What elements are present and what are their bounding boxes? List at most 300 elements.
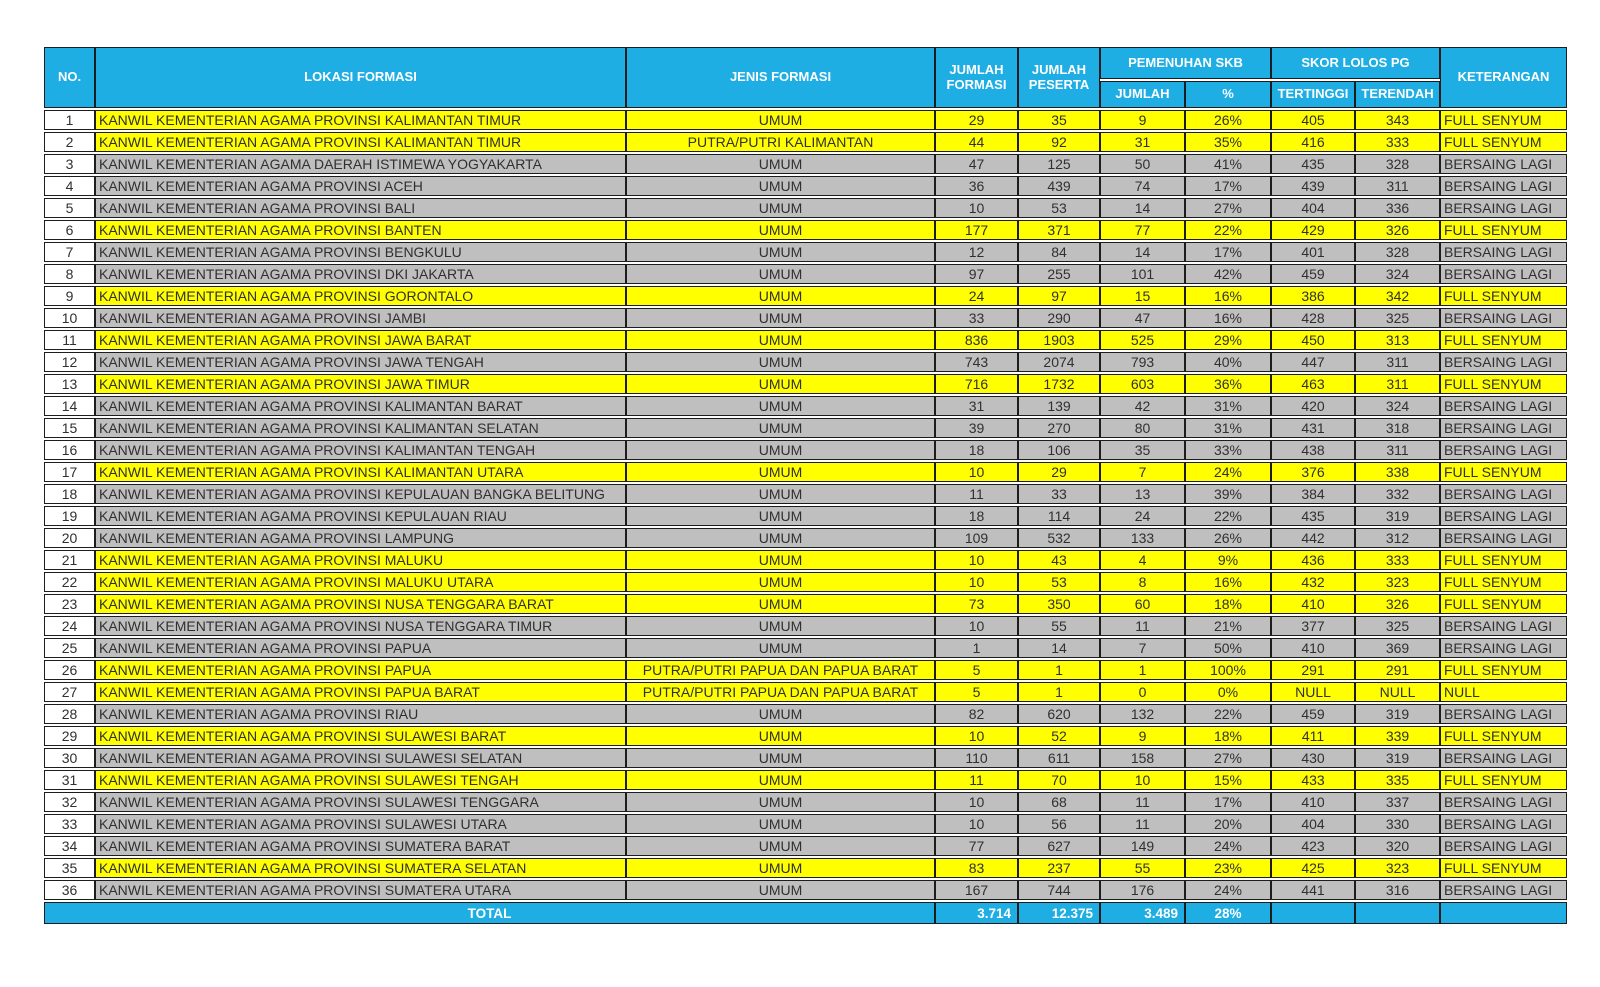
cell-skb-persen: 20% bbox=[1185, 814, 1271, 834]
cell-terendah: 313 bbox=[1355, 330, 1440, 350]
table-row bbox=[44, 836, 1567, 856]
cell-keterangan: BERSAING LAGI bbox=[1440, 154, 1567, 174]
cell-jumlah-formasi: 47 bbox=[935, 154, 1018, 174]
table-row bbox=[44, 374, 1567, 394]
cell-tertinggi: 410 bbox=[1271, 638, 1355, 658]
cell-jumlah-formasi: 109 bbox=[935, 528, 1018, 548]
cell-terendah: 324 bbox=[1355, 264, 1440, 284]
cell-skb-jumlah: 74 bbox=[1100, 176, 1185, 196]
cell-keterangan: FULL SENYUM bbox=[1440, 462, 1567, 482]
cell-no: 28 bbox=[44, 704, 95, 724]
cell-jenis-formasi: UMUM bbox=[626, 374, 935, 394]
table-row bbox=[44, 814, 1567, 834]
cell-no: 8 bbox=[44, 264, 95, 284]
cell-skb-jumlah: 9 bbox=[1100, 110, 1185, 130]
table-row bbox=[44, 198, 1567, 218]
cell-terendah: 338 bbox=[1355, 462, 1440, 482]
formasi-table bbox=[44, 45, 1567, 926]
cell-tertinggi: 459 bbox=[1271, 704, 1355, 724]
cell-keterangan: BERSAING LAGI bbox=[1440, 528, 1567, 548]
cell-tertinggi: 384 bbox=[1271, 484, 1355, 504]
cell-terendah: 328 bbox=[1355, 242, 1440, 262]
cell-skb-persen: 21% bbox=[1185, 616, 1271, 636]
cell-skb-persen: 16% bbox=[1185, 572, 1271, 592]
cell-skb-persen: 41% bbox=[1185, 154, 1271, 174]
cell-jumlah-formasi: 716 bbox=[935, 374, 1018, 394]
cell-terendah: 339 bbox=[1355, 726, 1440, 746]
formasi-table-wrap bbox=[44, 45, 1567, 926]
cell-keterangan: BERSAING LAGI bbox=[1440, 396, 1567, 416]
cell-lokasi-formasi: KANWIL KEMENTERIAN AGAMA PROVINSI KALIMANTAN UTARA bbox=[95, 462, 626, 482]
cell-tertinggi: 441 bbox=[1271, 880, 1355, 900]
cell-terendah: 324 bbox=[1355, 396, 1440, 416]
cell-keterangan: FULL SENYUM bbox=[1440, 286, 1567, 306]
cell-skb-persen: 0% bbox=[1185, 682, 1271, 702]
cell-jenis-formasi: UMUM bbox=[626, 836, 935, 856]
cell-jenis-formasi: UMUM bbox=[626, 792, 935, 812]
table-row bbox=[44, 594, 1567, 614]
cell-jumlah-peserta: 627 bbox=[1018, 836, 1100, 856]
cell-jumlah-peserta: 97 bbox=[1018, 286, 1100, 306]
cell-no: 9 bbox=[44, 286, 95, 306]
cell-skb-persen: 27% bbox=[1185, 748, 1271, 768]
cell-no: 11 bbox=[44, 330, 95, 350]
cell-skb-jumlah: 14 bbox=[1100, 198, 1185, 218]
col-header-skb-jumlah: JUMLAH bbox=[1100, 81, 1185, 108]
cell-keterangan: BERSAING LAGI bbox=[1440, 484, 1567, 504]
cell-jenis-formasi: UMUM bbox=[626, 418, 935, 438]
cell-jumlah-peserta: 1 bbox=[1018, 660, 1100, 680]
cell-jumlah-formasi: 36 bbox=[935, 176, 1018, 196]
cell-no: 3 bbox=[44, 154, 95, 174]
cell-no: 1 bbox=[44, 110, 95, 130]
cell-jumlah-formasi: 10 bbox=[935, 616, 1018, 636]
cell-lokasi-formasi: KANWIL KEMENTERIAN AGAMA PROVINSI BENGKULU bbox=[95, 242, 626, 262]
cell-jumlah-peserta: 84 bbox=[1018, 242, 1100, 262]
table-row bbox=[44, 396, 1567, 416]
cell-jumlah-formasi: 10 bbox=[935, 726, 1018, 746]
cell-lokasi-formasi: KANWIL KEMENTERIAN AGAMA PROVINSI MALUKU bbox=[95, 550, 626, 570]
col-header-jumlah-peserta: JUMLAH PESERTA bbox=[1018, 47, 1100, 108]
cell-skb-persen: 17% bbox=[1185, 792, 1271, 812]
cell-lokasi-formasi: KANWIL KEMENTERIAN AGAMA PROVINSI KALIMANTAN TIMUR bbox=[95, 132, 626, 152]
col-header-terendah: TERENDAH bbox=[1355, 81, 1440, 108]
cell-lokasi-formasi: KANWIL KEMENTERIAN AGAMA PROVINSI SULAWESI TENGAH bbox=[95, 770, 626, 790]
cell-jenis-formasi: UMUM bbox=[626, 726, 935, 746]
cell-no: 35 bbox=[44, 858, 95, 878]
cell-jumlah-formasi: 18 bbox=[935, 440, 1018, 460]
cell-terendah: 323 bbox=[1355, 572, 1440, 592]
cell-jumlah-peserta: 35 bbox=[1018, 110, 1100, 130]
cell-jumlah-peserta: 29 bbox=[1018, 462, 1100, 482]
cell-jenis-formasi: UMUM bbox=[626, 330, 935, 350]
table-row bbox=[44, 132, 1567, 152]
cell-terendah: 319 bbox=[1355, 748, 1440, 768]
cell-jumlah-formasi: 11 bbox=[935, 770, 1018, 790]
cell-skb-jumlah: 176 bbox=[1100, 880, 1185, 900]
cell-lokasi-formasi: KANWIL KEMENTERIAN AGAMA PROVINSI KALIMANTAN TENGAH bbox=[95, 440, 626, 460]
table-header bbox=[44, 47, 1567, 108]
cell-jumlah-peserta: 1732 bbox=[1018, 374, 1100, 394]
cell-no: 23 bbox=[44, 594, 95, 614]
cell-lokasi-formasi: KANWIL KEMENTERIAN AGAMA PROVINSI SULAWESI TENGGARA bbox=[95, 792, 626, 812]
col-header-lokasi-formasi: LOKASI FORMASI bbox=[95, 47, 626, 108]
cell-terendah: 337 bbox=[1355, 792, 1440, 812]
cell-skb-jumlah: 7 bbox=[1100, 638, 1185, 658]
cell-skb-persen: 17% bbox=[1185, 242, 1271, 262]
cell-tertinggi: 386 bbox=[1271, 286, 1355, 306]
cell-jumlah-formasi: 10 bbox=[935, 462, 1018, 482]
cell-lokasi-formasi: KANWIL KEMENTERIAN AGAMA PROVINSI BALI bbox=[95, 198, 626, 218]
cell-no: 25 bbox=[44, 638, 95, 658]
cell-skb-persen: 26% bbox=[1185, 528, 1271, 548]
cell-no: 5 bbox=[44, 198, 95, 218]
cell-tertinggi: 447 bbox=[1271, 352, 1355, 372]
cell-skb-persen: 9% bbox=[1185, 550, 1271, 570]
table-row bbox=[44, 638, 1567, 658]
table-row bbox=[44, 220, 1567, 240]
cell-keterangan: BERSAING LAGI bbox=[1440, 836, 1567, 856]
cell-tertinggi: 429 bbox=[1271, 220, 1355, 240]
cell-jumlah-peserta: 620 bbox=[1018, 704, 1100, 724]
cell-keterangan: BERSAING LAGI bbox=[1440, 242, 1567, 262]
cell-no: 36 bbox=[44, 880, 95, 900]
cell-keterangan: NULL bbox=[1440, 682, 1567, 702]
cell-skb-persen: 29% bbox=[1185, 330, 1271, 350]
cell-keterangan: FULL SENYUM bbox=[1440, 220, 1567, 240]
cell-tertinggi: 410 bbox=[1271, 594, 1355, 614]
cell-jenis-formasi: PUTRA/PUTRI PAPUA DAN PAPUA BARAT bbox=[626, 682, 935, 702]
table-row bbox=[44, 880, 1567, 900]
cell-no: 22 bbox=[44, 572, 95, 592]
cell-skb-persen: 24% bbox=[1185, 880, 1271, 900]
cell-skb-persen: 36% bbox=[1185, 374, 1271, 394]
cell-tertinggi: 377 bbox=[1271, 616, 1355, 636]
cell-keterangan: FULL SENYUM bbox=[1440, 726, 1567, 746]
cell-no: 17 bbox=[44, 462, 95, 482]
cell-tertinggi: 425 bbox=[1271, 858, 1355, 878]
cell-tertinggi: 439 bbox=[1271, 176, 1355, 196]
cell-lokasi-formasi: KANWIL KEMENTERIAN AGAMA PROVINSI KEPULAUAN RIAU bbox=[95, 506, 626, 526]
cell-skb-jumlah: 31 bbox=[1100, 132, 1185, 152]
cell-tertinggi: 438 bbox=[1271, 440, 1355, 460]
cell-tertinggi: 404 bbox=[1271, 814, 1355, 834]
cell-jenis-formasi: UMUM bbox=[626, 594, 935, 614]
cell-keterangan: BERSAING LAGI bbox=[1440, 264, 1567, 284]
cell-lokasi-formasi: KANWIL KEMENTERIAN AGAMA PROVINSI JAWA TIMUR bbox=[95, 374, 626, 394]
cell-keterangan: FULL SENYUM bbox=[1440, 572, 1567, 592]
cell-tertinggi: 435 bbox=[1271, 154, 1355, 174]
cell-jumlah-peserta: 92 bbox=[1018, 132, 1100, 152]
cell-terendah: 369 bbox=[1355, 638, 1440, 658]
cell-skb-jumlah: 11 bbox=[1100, 616, 1185, 636]
table-row bbox=[44, 330, 1567, 350]
cell-jumlah-formasi: 12 bbox=[935, 242, 1018, 262]
cell-tertinggi: NULL bbox=[1271, 682, 1355, 702]
cell-jumlah-formasi: 110 bbox=[935, 748, 1018, 768]
cell-no: 26 bbox=[44, 660, 95, 680]
cell-jumlah-formasi: 10 bbox=[935, 814, 1018, 834]
cell-tertinggi: 376 bbox=[1271, 462, 1355, 482]
cell-jenis-formasi: UMUM bbox=[626, 638, 935, 658]
cell-jumlah-peserta: 350 bbox=[1018, 594, 1100, 614]
cell-terendah: 325 bbox=[1355, 308, 1440, 328]
cell-tertinggi: 432 bbox=[1271, 572, 1355, 592]
table-row bbox=[44, 748, 1567, 768]
cell-skb-persen: 22% bbox=[1185, 704, 1271, 724]
cell-skb-persen: 50% bbox=[1185, 638, 1271, 658]
table-row bbox=[44, 792, 1567, 812]
table-row bbox=[44, 506, 1567, 526]
total-jumlah-peserta: 12.375 bbox=[1018, 902, 1100, 924]
cell-jenis-formasi: UMUM bbox=[626, 286, 935, 306]
table-body bbox=[44, 110, 1567, 900]
table-row bbox=[44, 550, 1567, 570]
table-row bbox=[44, 770, 1567, 790]
cell-keterangan: BERSAING LAGI bbox=[1440, 616, 1567, 636]
cell-terendah: 311 bbox=[1355, 374, 1440, 394]
cell-terendah: 319 bbox=[1355, 506, 1440, 526]
cell-keterangan: FULL SENYUM bbox=[1440, 550, 1567, 570]
cell-keterangan: BERSAING LAGI bbox=[1440, 704, 1567, 724]
cell-lokasi-formasi: KANWIL KEMENTERIAN AGAMA PROVINSI SUMATERA UTARA bbox=[95, 880, 626, 900]
table-row bbox=[44, 858, 1567, 878]
cell-skb-persen: 40% bbox=[1185, 352, 1271, 372]
cell-no: 24 bbox=[44, 616, 95, 636]
cell-jenis-formasi: UMUM bbox=[626, 154, 935, 174]
cell-lokasi-formasi: KANWIL KEMENTERIAN AGAMA PROVINSI JAWA TENGAH bbox=[95, 352, 626, 372]
cell-keterangan: BERSAING LAGI bbox=[1440, 506, 1567, 526]
cell-tertinggi: 428 bbox=[1271, 308, 1355, 328]
cell-keterangan: FULL SENYUM bbox=[1440, 660, 1567, 680]
cell-terendah: 326 bbox=[1355, 594, 1440, 614]
cell-terendah: 319 bbox=[1355, 704, 1440, 724]
cell-lokasi-formasi: KANWIL KEMENTERIAN AGAMA PROVINSI SUMATERA SELATAN bbox=[95, 858, 626, 878]
cell-lokasi-formasi: KANWIL KEMENTERIAN AGAMA PROVINSI MALUKU UTARA bbox=[95, 572, 626, 592]
cell-no: 7 bbox=[44, 242, 95, 262]
cell-keterangan: BERSAING LAGI bbox=[1440, 814, 1567, 834]
cell-skb-persen: 17% bbox=[1185, 176, 1271, 196]
cell-jenis-formasi: UMUM bbox=[626, 220, 935, 240]
cell-skb-jumlah: 11 bbox=[1100, 814, 1185, 834]
cell-skb-persen: 35% bbox=[1185, 132, 1271, 152]
table-footer bbox=[44, 902, 1567, 924]
cell-terendah: 328 bbox=[1355, 154, 1440, 174]
cell-jumlah-formasi: 5 bbox=[935, 682, 1018, 702]
cell-jumlah-peserta: 290 bbox=[1018, 308, 1100, 328]
cell-jumlah-peserta: 125 bbox=[1018, 154, 1100, 174]
cell-lokasi-formasi: KANWIL KEMENTERIAN AGAMA PROVINSI BANTEN bbox=[95, 220, 626, 240]
cell-jumlah-formasi: 167 bbox=[935, 880, 1018, 900]
cell-terendah: 333 bbox=[1355, 550, 1440, 570]
cell-terendah: 333 bbox=[1355, 132, 1440, 152]
cell-tertinggi: 433 bbox=[1271, 770, 1355, 790]
col-header-no: NO. bbox=[44, 47, 95, 108]
cell-jenis-formasi: UMUM bbox=[626, 110, 935, 130]
cell-tertinggi: 430 bbox=[1271, 748, 1355, 768]
table-row bbox=[44, 682, 1567, 702]
cell-no: 2 bbox=[44, 132, 95, 152]
cell-jumlah-peserta: 1903 bbox=[1018, 330, 1100, 350]
cell-terendah: 312 bbox=[1355, 528, 1440, 548]
cell-lokasi-formasi: KANWIL KEMENTERIAN AGAMA PROVINSI NUSA TENGGARA BARAT bbox=[95, 594, 626, 614]
cell-skb-persen: 22% bbox=[1185, 506, 1271, 526]
cell-lokasi-formasi: KANWIL KEMENTERIAN AGAMA PROVINSI LAMPUNG bbox=[95, 528, 626, 548]
cell-jumlah-peserta: 371 bbox=[1018, 220, 1100, 240]
cell-tertinggi: 416 bbox=[1271, 132, 1355, 152]
cell-skb-persen: 16% bbox=[1185, 286, 1271, 306]
cell-jumlah-peserta: 106 bbox=[1018, 440, 1100, 460]
cell-keterangan: BERSAING LAGI bbox=[1440, 418, 1567, 438]
cell-tertinggi: 450 bbox=[1271, 330, 1355, 350]
cell-no: 19 bbox=[44, 506, 95, 526]
cell-terendah: 311 bbox=[1355, 440, 1440, 460]
cell-no: 31 bbox=[44, 770, 95, 790]
cell-jumlah-formasi: 10 bbox=[935, 550, 1018, 570]
cell-jumlah-formasi: 31 bbox=[935, 396, 1018, 416]
cell-terendah: 335 bbox=[1355, 770, 1440, 790]
cell-skb-jumlah: 158 bbox=[1100, 748, 1185, 768]
cell-jenis-formasi: UMUM bbox=[626, 462, 935, 482]
cell-skb-persen: 27% bbox=[1185, 198, 1271, 218]
cell-jenis-formasi: PUTRA/PUTRI PAPUA DAN PAPUA BARAT bbox=[626, 660, 935, 680]
cell-terendah: 325 bbox=[1355, 616, 1440, 636]
cell-jumlah-formasi: 11 bbox=[935, 484, 1018, 504]
cell-no: 33 bbox=[44, 814, 95, 834]
cell-keterangan: FULL SENYUM bbox=[1440, 110, 1567, 130]
cell-jenis-formasi: UMUM bbox=[626, 484, 935, 504]
cell-jenis-formasi: UMUM bbox=[626, 858, 935, 878]
cell-no: 4 bbox=[44, 176, 95, 196]
col-header-jenis-formasi: JENIS FORMASI bbox=[626, 47, 935, 108]
cell-jenis-formasi: UMUM bbox=[626, 176, 935, 196]
cell-skb-jumlah: 14 bbox=[1100, 242, 1185, 262]
col-group-pemenuhan-skb: PEMENUHAN SKB bbox=[1100, 47, 1271, 79]
cell-jumlah-formasi: 29 bbox=[935, 110, 1018, 130]
cell-tertinggi: 420 bbox=[1271, 396, 1355, 416]
cell-jenis-formasi: PUTRA/PUTRI KALIMANTAN bbox=[626, 132, 935, 152]
cell-lokasi-formasi: KANWIL KEMENTERIAN AGAMA PROVINSI JAMBI bbox=[95, 308, 626, 328]
cell-no: 21 bbox=[44, 550, 95, 570]
cell-jenis-formasi: UMUM bbox=[626, 550, 935, 570]
cell-skb-persen: 42% bbox=[1185, 264, 1271, 284]
cell-skb-jumlah: 15 bbox=[1100, 286, 1185, 306]
cell-jumlah-formasi: 10 bbox=[935, 792, 1018, 812]
cell-keterangan: FULL SENYUM bbox=[1440, 132, 1567, 152]
cell-tertinggi: 459 bbox=[1271, 264, 1355, 284]
cell-no: 13 bbox=[44, 374, 95, 394]
cell-skb-jumlah: 47 bbox=[1100, 308, 1185, 328]
cell-jumlah-peserta: 53 bbox=[1018, 198, 1100, 218]
cell-jumlah-peserta: 439 bbox=[1018, 176, 1100, 196]
col-group-skor-lolos-pg: SKOR LOLOS PG bbox=[1271, 47, 1440, 79]
cell-skb-persen: 23% bbox=[1185, 858, 1271, 878]
cell-terendah: 343 bbox=[1355, 110, 1440, 130]
cell-keterangan: FULL SENYUM bbox=[1440, 858, 1567, 878]
cell-terendah: 318 bbox=[1355, 418, 1440, 438]
cell-jumlah-peserta: 255 bbox=[1018, 264, 1100, 284]
table-row bbox=[44, 176, 1567, 196]
cell-no: 15 bbox=[44, 418, 95, 438]
cell-jumlah-formasi: 82 bbox=[935, 704, 1018, 724]
cell-skb-jumlah: 11 bbox=[1100, 792, 1185, 812]
col-header-skb-persen: % bbox=[1185, 81, 1271, 108]
cell-terendah: 291 bbox=[1355, 660, 1440, 680]
cell-no: 12 bbox=[44, 352, 95, 372]
cell-lokasi-formasi: KANWIL KEMENTERIAN AGAMA PROVINSI NUSA TENGGARA TIMUR bbox=[95, 616, 626, 636]
cell-skb-persen: 100% bbox=[1185, 660, 1271, 680]
cell-terendah: 311 bbox=[1355, 352, 1440, 372]
cell-tertinggi: 431 bbox=[1271, 418, 1355, 438]
cell-jumlah-peserta: 237 bbox=[1018, 858, 1100, 878]
cell-jumlah-formasi: 5 bbox=[935, 660, 1018, 680]
cell-tertinggi: 411 bbox=[1271, 726, 1355, 746]
cell-skb-jumlah: 24 bbox=[1100, 506, 1185, 526]
cell-jenis-formasi: UMUM bbox=[626, 242, 935, 262]
cell-lokasi-formasi: KANWIL KEMENTERIAN AGAMA PROVINSI KALIMANTAN BARAT bbox=[95, 396, 626, 416]
cell-lokasi-formasi: KANWIL KEMENTERIAN AGAMA PROVINSI SULAWESI UTARA bbox=[95, 814, 626, 834]
cell-skb-persen: 33% bbox=[1185, 440, 1271, 460]
cell-tertinggi: 410 bbox=[1271, 792, 1355, 812]
cell-jumlah-peserta: 1 bbox=[1018, 682, 1100, 702]
cell-lokasi-formasi: KANWIL KEMENTERIAN AGAMA PROVINSI DKI JAKARTA bbox=[95, 264, 626, 284]
cell-lokasi-formasi: KANWIL KEMENTERIAN AGAMA PROVINSI SULAWESI SELATAN bbox=[95, 748, 626, 768]
table-row bbox=[44, 484, 1567, 504]
cell-jumlah-formasi: 10 bbox=[935, 572, 1018, 592]
cell-keterangan: FULL SENYUM bbox=[1440, 374, 1567, 394]
cell-jenis-formasi: UMUM bbox=[626, 528, 935, 548]
cell-terendah: 342 bbox=[1355, 286, 1440, 306]
cell-skb-jumlah: 525 bbox=[1100, 330, 1185, 350]
table-row bbox=[44, 528, 1567, 548]
cell-jumlah-formasi: 73 bbox=[935, 594, 1018, 614]
cell-jumlah-formasi: 44 bbox=[935, 132, 1018, 152]
cell-lokasi-formasi: KANWIL KEMENTERIAN AGAMA PROVINSI RIAU bbox=[95, 704, 626, 724]
cell-skb-jumlah: 35 bbox=[1100, 440, 1185, 460]
table-row bbox=[44, 264, 1567, 284]
cell-skb-persen: 24% bbox=[1185, 836, 1271, 856]
table-row bbox=[44, 352, 1567, 372]
cell-keterangan: BERSAING LAGI bbox=[1440, 792, 1567, 812]
cell-skb-jumlah: 132 bbox=[1100, 704, 1185, 724]
cell-jenis-formasi: UMUM bbox=[626, 748, 935, 768]
cell-tertinggi: 405 bbox=[1271, 110, 1355, 130]
cell-jumlah-peserta: 744 bbox=[1018, 880, 1100, 900]
table-row bbox=[44, 462, 1567, 482]
cell-jumlah-formasi: 743 bbox=[935, 352, 1018, 372]
cell-terendah: 336 bbox=[1355, 198, 1440, 218]
table-row bbox=[44, 110, 1567, 130]
cell-keterangan: BERSAING LAGI bbox=[1440, 352, 1567, 372]
total-tertinggi bbox=[1271, 902, 1355, 924]
cell-terendah: 323 bbox=[1355, 858, 1440, 878]
cell-skb-persen: 31% bbox=[1185, 396, 1271, 416]
cell-skb-jumlah: 13 bbox=[1100, 484, 1185, 504]
cell-no: 16 bbox=[44, 440, 95, 460]
table-row bbox=[44, 154, 1567, 174]
cell-skb-jumlah: 101 bbox=[1100, 264, 1185, 284]
cell-skb-jumlah: 1 bbox=[1100, 660, 1185, 680]
cell-no: 34 bbox=[44, 836, 95, 856]
cell-lokasi-formasi: KANWIL KEMENTERIAN AGAMA PROVINSI SUMATERA BARAT bbox=[95, 836, 626, 856]
cell-no: 10 bbox=[44, 308, 95, 328]
total-skb-jumlah: 3.489 bbox=[1100, 902, 1185, 924]
cell-jumlah-peserta: 139 bbox=[1018, 396, 1100, 416]
cell-no: 6 bbox=[44, 220, 95, 240]
cell-jumlah-peserta: 55 bbox=[1018, 616, 1100, 636]
cell-no: 18 bbox=[44, 484, 95, 504]
total-label: TOTAL bbox=[44, 902, 935, 924]
